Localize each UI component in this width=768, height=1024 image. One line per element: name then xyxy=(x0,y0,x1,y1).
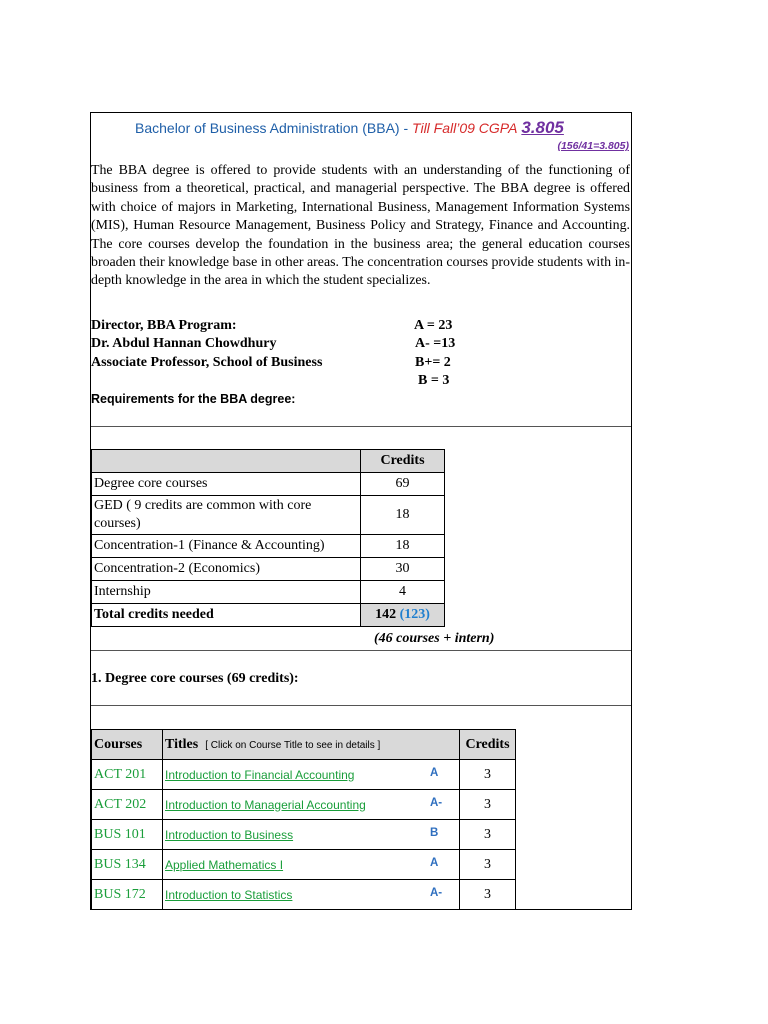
requirement-label: Internship xyxy=(92,581,361,604)
course-title-link[interactable]: Introduction to Managerial Accounting xyxy=(165,797,366,812)
director-name: Dr. Abdul Hannan Chowdhury xyxy=(91,336,277,351)
course-grade: A xyxy=(430,857,439,869)
course-credits: 3 xyxy=(460,850,516,880)
course-title-cell xyxy=(163,820,460,850)
requirement-credits: 69 xyxy=(361,473,445,496)
requirements-label: Requirements for the BBA degree: xyxy=(91,392,296,406)
grade-count-b-plus: B+= 2 xyxy=(415,355,451,370)
table-row xyxy=(92,558,445,581)
course-credits: 3 xyxy=(460,760,516,790)
table-row xyxy=(92,581,445,604)
table-row xyxy=(92,790,516,820)
course-code: ACT 202 xyxy=(92,790,163,820)
course-code: BUS 101 xyxy=(92,820,163,850)
cgpa-value: 3.805 xyxy=(521,118,564,137)
course-title-cell xyxy=(163,790,460,820)
grade-count-a: A = 23 xyxy=(414,318,453,333)
bba-requirements-sheet xyxy=(90,112,632,910)
requirement-credits: 4 xyxy=(361,581,445,604)
program-description: The BBA degree is offered to provide students with an understanding of the functioning of business from a theoretical, practical, and managerial perspective. The BBA degree is offered with choice of majors in Marketing, International Business, Management Information Systems (MIS), Human Resource Management, Business Policy and Strategy, Finance and Accounting. The core courses develop the foundation in the business area; the general education courses broaden their knowledge base in other areas. The concentration courses provide students with in-depth knowledge in the area in which the student specializes. xyxy=(91,163,630,289)
requirement-label: GED ( 9 credits are common with core courses) xyxy=(92,496,361,535)
core-course-table xyxy=(91,729,516,910)
program-title: Bachelor of Business Administration (BBA) xyxy=(135,120,400,136)
requirement-credits: 18 xyxy=(361,535,445,558)
course-code: ACT 201 xyxy=(92,760,163,790)
credits-table xyxy=(91,449,445,627)
grade-count-b: B = 3 xyxy=(418,373,450,388)
cgpa-calculation: (156/41=3.805) xyxy=(557,140,629,152)
requirement-label: Concentration-1 (Finance & Accounting) xyxy=(92,535,361,558)
divider xyxy=(91,426,631,427)
director-role: Director, BBA Program: xyxy=(91,318,237,333)
titles-hint: [ Click on Course Title to see in details ] xyxy=(205,739,381,751)
course-grade: B xyxy=(430,827,439,839)
course-grade: A xyxy=(430,767,439,779)
requirement-credits: 18 xyxy=(361,496,445,535)
header-blank-cell xyxy=(92,450,361,473)
total-value: 142 xyxy=(375,607,397,622)
total-row xyxy=(92,604,445,627)
section-title: 1. Degree core courses (69 credits): xyxy=(91,671,299,686)
divider xyxy=(91,650,631,651)
courses-header: Courses xyxy=(92,730,163,760)
titles-header xyxy=(163,730,460,760)
course-title-link[interactable]: Introduction to Statistics xyxy=(165,887,293,902)
table-row xyxy=(92,535,445,558)
course-credits: 3 xyxy=(460,820,516,850)
course-title-cell xyxy=(163,880,460,910)
title-separator: - xyxy=(399,120,413,136)
table-row xyxy=(92,820,516,850)
credits-header: Credits xyxy=(361,450,445,473)
credits-column-header: Credits xyxy=(460,730,516,760)
total-credits xyxy=(361,604,445,627)
titles-header-label: Titles xyxy=(165,736,199,752)
course-table-header xyxy=(92,730,516,760)
course-grade: A- xyxy=(430,887,443,899)
credits-table-header xyxy=(92,450,445,473)
course-title-link[interactable]: Introduction to Business xyxy=(165,827,294,842)
course-title-cell xyxy=(163,850,460,880)
course-title-link[interactable]: Introduction to Financial Accounting xyxy=(165,767,355,782)
course-grade: A- xyxy=(430,797,443,809)
table-row xyxy=(92,473,445,496)
divider xyxy=(91,705,631,706)
table-row xyxy=(92,496,445,535)
course-credits: 3 xyxy=(460,880,516,910)
course-title-link[interactable]: Applied Mathematics I xyxy=(165,857,284,872)
courses-note: (46 courses + intern) xyxy=(374,631,495,646)
course-code: BUS 134 xyxy=(92,850,163,880)
table-row xyxy=(92,850,516,880)
table-row xyxy=(92,880,516,910)
grade-count-a-minus: A- =13 xyxy=(415,336,456,351)
table-row xyxy=(92,760,516,790)
page-title xyxy=(135,118,564,138)
requirement-label: Concentration-2 (Economics) xyxy=(92,558,361,581)
course-code: BUS 172 xyxy=(92,880,163,910)
fall-cgpa-label: Till Fall’09 CGPA xyxy=(412,120,518,136)
total-sub-value: (123) xyxy=(399,607,430,622)
total-label: Total credits needed xyxy=(92,604,361,627)
course-credits: 3 xyxy=(460,790,516,820)
director-position: Associate Professor, School of Business xyxy=(91,355,323,370)
requirement-label: Degree core courses xyxy=(92,473,361,496)
requirement-credits: 30 xyxy=(361,558,445,581)
course-title-cell xyxy=(163,760,460,790)
